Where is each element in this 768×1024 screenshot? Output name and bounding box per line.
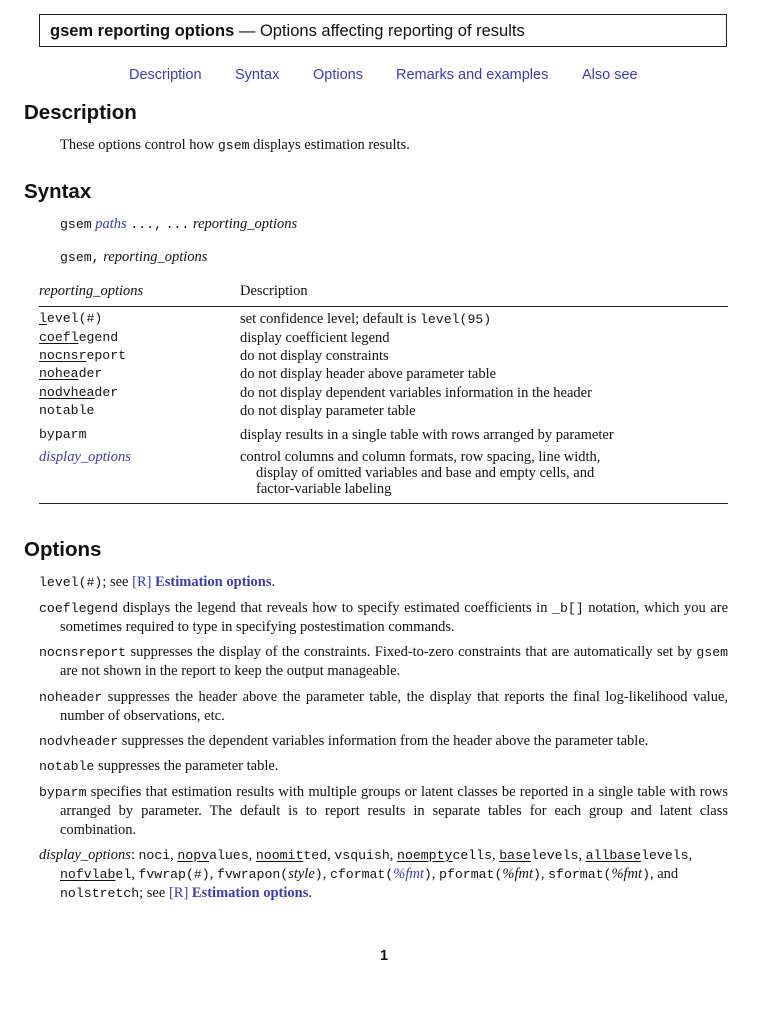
options-heading: Options xyxy=(24,538,102,561)
fmt-link[interactable]: %fmt xyxy=(393,866,424,882)
table-header-rule xyxy=(39,306,728,307)
table-row: noheader do not display header above parameter table xyxy=(39,366,497,382)
table-row: coeflegend display coefficient legend xyxy=(39,330,390,346)
syntax-heading: Syntax xyxy=(24,180,92,203)
option-nodvheader: nodvheader suppresses the dependent variables information from the header above the parameter table. xyxy=(39,733,649,749)
table-row: display_options control columns and column formats, row spacing, line width, display of omitted variables and base and empty cells, and factor-variable labeling xyxy=(39,449,601,497)
table-header: reporting_options Description xyxy=(39,283,308,299)
nav-link-syntax[interactable]: Syntax xyxy=(235,67,280,83)
page-title: gsem reporting options xyxy=(50,22,235,40)
paths-link[interactable]: paths xyxy=(95,216,127,232)
option-coeflegend: coeflegend displays the legend that reveals how to specify estimated coefficients in _b[] notation, which you are sometimes required to type in specifying postestimation commands. xyxy=(39,600,729,635)
table-row: notable do not display parameter table xyxy=(39,403,416,419)
table-row: nodvheader do not display dependent variables information in the header xyxy=(39,385,592,401)
syntax-line-2: gsem, reporting_options xyxy=(60,249,208,265)
page-number: 1 xyxy=(379,948,389,964)
option-noheader: noheader suppresses the header above the parameter table, the display that reports the final log-likelihood value, number of observations, etc. xyxy=(39,689,729,724)
table-bottom-rule xyxy=(39,503,728,504)
option-nocnsreport: nocnsreport suppresses the display of the constraints. Fixed-to-zero constraints that are automatically set by gsem are not shown in the report to keep the output manageable. xyxy=(39,644,729,679)
description-heading: Description xyxy=(24,101,137,124)
table-row: level(#) set confidence level; default is level(95) xyxy=(39,311,492,327)
estimation-options-link[interactable]: Estimation options xyxy=(155,574,272,590)
title-box xyxy=(39,14,727,47)
nav-link-also-see[interactable]: Also see xyxy=(582,67,638,83)
estimation-options-link-2[interactable]: Estimation options xyxy=(191,885,309,901)
title-dash: — xyxy=(238,22,256,40)
description-text: These options control how gsem displays estimation results. xyxy=(60,137,410,153)
nav-link-options[interactable]: Options xyxy=(313,67,363,83)
page-subtitle: Options affecting reporting of results xyxy=(259,22,525,40)
gsem-code: gsem xyxy=(217,138,250,153)
table-row: byparm display results in a single table with rows arranged by parameter xyxy=(39,427,614,443)
r-ref-link[interactable]: [R] xyxy=(132,574,152,590)
option-byparm: byparm specifies that estimation results with multiple groups or latent classes be reported in a single table with rows arranged by parameter. The default is to report results in separate tables for each group and latent class combination. xyxy=(39,784,728,838)
nav-link-remarks[interactable]: Remarks and examples xyxy=(396,67,549,83)
option-display-options: display_options: noci, nopvalues, noomitted, vsquish, noemptycells, baselevels, allbaselevels, nofvlabel, fvwrap(#), fvwrapon(style), cformat(%fmt), pformat(%fmt), sformat(%fmt), and nolstretch; see [R] Estimation options. xyxy=(39,847,693,901)
table-row: nocnsreport do not display constraints xyxy=(39,348,389,364)
r-ref-link-2[interactable]: [R] xyxy=(168,885,189,901)
display-options-link[interactable]: display_options xyxy=(39,449,131,465)
option-notable: notable suppresses the parameter table. xyxy=(39,758,279,774)
syntax-line-1: gsem paths ..., ... reporting_options xyxy=(60,216,298,232)
nav-link-description[interactable]: Description xyxy=(129,67,202,83)
option-level: level(#); see [R] Estimation options. xyxy=(39,574,276,590)
